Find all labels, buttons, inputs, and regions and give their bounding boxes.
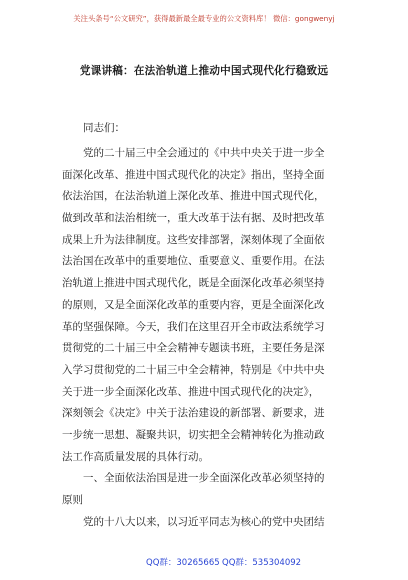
paragraph-line: 的原则，又是全面深化改革的重要内容，更是全面深化改 <box>62 298 325 311</box>
paragraph-line: 入学习贯彻党的二十届三中全会精神，特别是《中共中央 <box>62 363 325 376</box>
salutation: 同志们： <box>83 122 125 134</box>
paragraph-line: 党的二十届三中全会通过的《中共中央关于进一步全 <box>83 147 325 159</box>
paragraph-line: 深刻领会《决定》中关于法治建设的新部署、新要求，进 <box>62 407 325 420</box>
document-title: 党课讲稿：在法治轨道上推动中国式现代化行稳致远 <box>79 65 329 77</box>
footer-qq-group-2: QQ群：535304092 <box>222 558 302 568</box>
paragraph-line: 关于进一步全面深化改革、推进中国式现代化的决定》， <box>62 385 320 398</box>
footer-qq-group-1: QQ群：30265665 <box>146 558 220 568</box>
paragraph-line: 治轨道上推进中国式现代化，既是全面深化改革必须坚持 <box>62 277 325 290</box>
section-heading-line: 原则 <box>62 494 83 506</box>
paragraph-line: 法治国在改革中的重要地位、重要意义、重要作用。在法 <box>62 255 325 268</box>
paragraph-line: 法工作高质量发展的具体行动。 <box>62 450 209 463</box>
paragraph-line: 成果上升为法律制度。这些安排部署，深刻体现了全面依 <box>62 233 325 246</box>
paragraph-line: 贯彻党的二十届三中全会精神专题读书班，主要任务是深 <box>62 342 325 355</box>
paragraph-line: 做到改革和法治相统一，重大改革于法有据、及时把改革 <box>62 212 325 225</box>
document-body <box>62 113 351 533</box>
paragraph-line: 革的坚强保障。今天，我们在这里召开全市政法系统学习 <box>62 320 325 333</box>
section-heading-line: 一、全面依法治国是进一步全面深化改革必须坚持的 <box>83 472 325 485</box>
paragraph-line: 党的十八大以来，以习近平同志为核心的党中央团结 <box>83 515 325 528</box>
paragraph-line: 依法治国，在法治轨道上深化改革、推进中国式现代化， <box>62 190 325 203</box>
header-promo-text: 关注头条号“公文研究”，获得最新最全最专业的公文资料库！ 微信：gongwenyj <box>73 14 335 23</box>
paragraph-line: 面深化改革、推进中国式现代化的决定》指出，坚持全面 <box>62 168 325 181</box>
paragraph-line: 一步统一思想、凝聚共识，切实把全会精神转化为推动政 <box>62 428 325 441</box>
